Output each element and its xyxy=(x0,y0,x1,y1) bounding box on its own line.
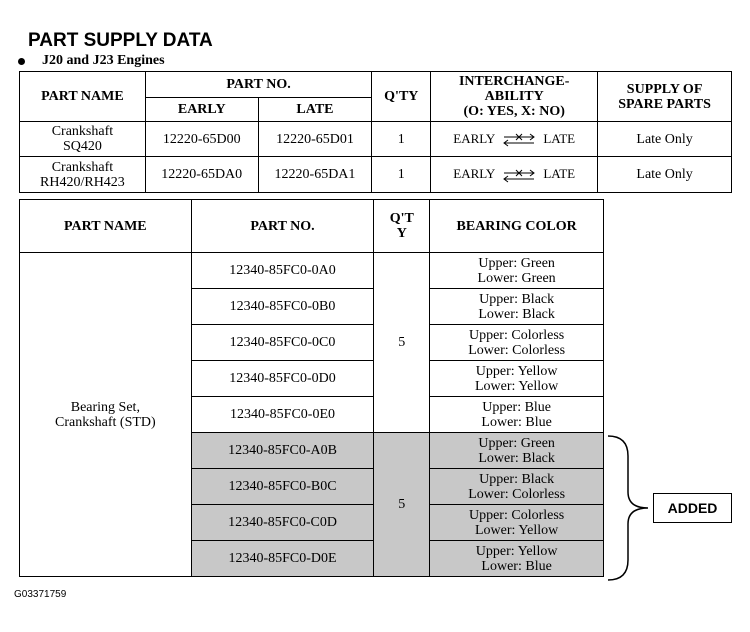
bearing-color-cell xyxy=(430,433,604,469)
upper-color: Upper: Yellow xyxy=(475,543,558,559)
lower-color: Lower: Blue xyxy=(481,558,552,574)
early-part-no: 12220-65D00 xyxy=(145,122,258,157)
table-row xyxy=(20,157,732,193)
figure-code: G03371759 xyxy=(14,589,67,600)
header-interchangeability-note: (O: YES, X: NO) xyxy=(463,104,565,119)
interchange-cell xyxy=(431,157,598,193)
table-row xyxy=(20,122,732,157)
supply-cell: Late Only xyxy=(598,157,732,193)
header-qty: Q'TY xyxy=(372,72,431,122)
bearing-color-cell xyxy=(430,397,604,433)
header-qty xyxy=(374,200,430,253)
qty-cell: 1 xyxy=(372,122,431,157)
supply-cell: Late Only xyxy=(598,122,732,157)
lower-color: Lower: Black xyxy=(478,450,555,466)
interchange-late: LATE xyxy=(543,166,576,182)
bearing-color-cell xyxy=(430,469,604,505)
interchange-cell xyxy=(431,122,598,157)
upper-color: Upper: Yellow xyxy=(475,363,558,379)
header-part-no: PART NO. xyxy=(145,72,372,98)
bearing-color-cell xyxy=(430,253,604,289)
late-part-no: 12220-65D01 xyxy=(258,122,372,157)
part-no-cell: 12340-85FC0-0A0 xyxy=(191,253,374,289)
part-name-line: Crankshaft (STD) xyxy=(55,414,156,430)
part-no-cell: 12340-85FC0-0E0 xyxy=(191,397,374,433)
interchange-early: EARLY xyxy=(453,166,495,182)
part-no-cell: 12340-85FC0-0B0 xyxy=(191,289,374,325)
lower-color: Lower: Blue xyxy=(481,414,552,430)
interchange-arrows-icon xyxy=(502,169,536,183)
bearing-color-cell xyxy=(430,505,604,541)
header-part-name: PART NAME xyxy=(20,200,192,253)
header-supply: SUPPLY OF SPARE PARTS xyxy=(598,72,732,122)
part-name-line: Crankshaft xyxy=(51,124,114,139)
lower-color: Lower: Colorless xyxy=(468,486,566,502)
interchange-arrows-icon xyxy=(502,133,536,147)
crankshaft-supply-table xyxy=(19,71,732,193)
bearing-part-name xyxy=(20,253,192,577)
lower-color: Lower: Black xyxy=(478,306,555,322)
part-name-line: Bearing Set, xyxy=(70,399,140,415)
header-early: EARLY xyxy=(145,98,258,122)
part-no-cell: 12340-85FC0-0C0 xyxy=(191,325,374,361)
interchange-late: LATE xyxy=(543,130,576,146)
header-qty-line: Q'T xyxy=(389,211,414,226)
lower-color: Lower: Colorless xyxy=(468,342,566,358)
upper-color: Upper: Black xyxy=(479,291,555,307)
qty-cell: 5 xyxy=(374,253,430,433)
header-bearing-color: BEARING COLOR xyxy=(430,200,604,253)
upper-color: Upper: Black xyxy=(479,471,555,487)
interchange-early: EARLY xyxy=(453,130,495,146)
part-name-line: RH420/RH423 xyxy=(40,174,125,190)
added-label: ADDED xyxy=(653,493,732,523)
qty-cell: 1 xyxy=(372,157,431,193)
bearing-color-cell xyxy=(430,361,604,397)
header-part-name: PART NAME xyxy=(20,72,146,122)
early-part-no: 12220-65DA0 xyxy=(145,157,258,193)
table-row xyxy=(20,253,604,289)
page-title: PART SUPPLY DATA xyxy=(28,30,213,51)
upper-color: Upper: Blue xyxy=(482,399,552,415)
upper-color: Upper: Green xyxy=(478,255,555,271)
part-name-line: SQ420 xyxy=(62,139,102,154)
upper-color: Upper: Green xyxy=(478,435,555,451)
part-no-cell: 12340-85FC0-0D0 xyxy=(191,361,374,397)
engine-subtitle: J20 and J23 Engines xyxy=(42,53,165,68)
part-no-cell: 12340-85FC0-A0B xyxy=(191,433,374,469)
header-interchangeability xyxy=(431,72,598,122)
lower-color: Lower: Green xyxy=(477,270,556,286)
bullet-icon xyxy=(18,58,25,65)
lower-color: Lower: Yellow xyxy=(475,378,559,394)
bearing-color-cell xyxy=(430,289,604,325)
header-qty-line: Y xyxy=(396,226,407,241)
bearing-color-cell xyxy=(430,541,604,577)
part-no-cell: 12340-85FC0-D0E xyxy=(191,541,374,577)
upper-color: Upper: Colorless xyxy=(468,327,565,343)
late-part-no: 12220-65DA1 xyxy=(258,157,372,193)
lower-color: Lower: Yellow xyxy=(475,522,559,538)
part-no-cell: 12340-85FC0-C0D xyxy=(191,505,374,541)
header-late: LATE xyxy=(258,98,372,122)
curly-brace-icon xyxy=(606,434,654,582)
upper-color: Upper: Colorless xyxy=(468,507,565,523)
bearing-color-cell xyxy=(430,325,604,361)
header-interchangeability-label: INTERCHANGE-ABILITY xyxy=(458,74,570,104)
qty-cell: 5 xyxy=(374,433,430,577)
bearing-set-table xyxy=(19,199,604,577)
part-name-line: Crankshaft xyxy=(51,159,114,175)
header-part-no: PART NO. xyxy=(191,200,374,253)
part-no-cell: 12340-85FC0-B0C xyxy=(191,469,374,505)
